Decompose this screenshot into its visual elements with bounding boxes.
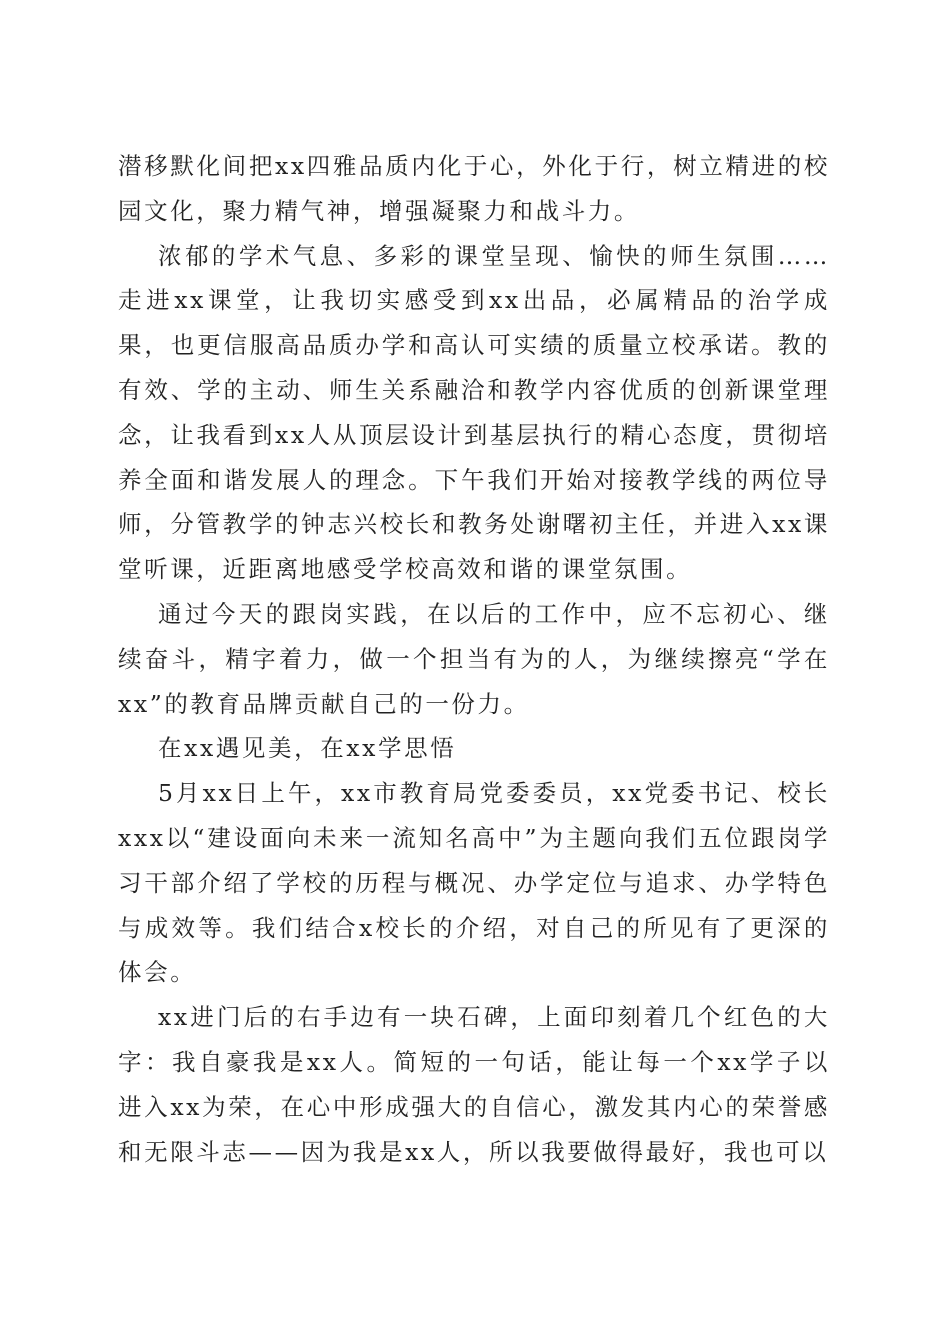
paragraph-2: 浓郁的学术气息、多彩的课堂呈现、愉快的师生氛围……走进xx课堂，让我切实感受到xx出品，必属精品的治学成果，也更信服高品质办学和高认可实绩的质量立校承诺。教的有效、学的主动、师生关系融洽和教学内容优质的创新课堂理念，让我看到xx人从顶层设计到基层执行的精心态度，贯彻培养全面和谐发展人的理念。下午我们开始对接教学线的两位导师，分管教学的钟志兴校长和教务处谢曙初主任，并进入xx课堂听课，近距离地感受学校高效和谐的课堂氛围。 [118, 241, 830, 584]
paragraph-3: 通过今天的跟岗实践，在以后的工作中，应不忘初心、继续奋斗，精字着力，做一个担当有为的人，为继续擦亮“学在xx”的教育品牌贡献自己的一份力。 [118, 599, 830, 718]
section-heading: 在xx遇见美，在xx学思悟 [158, 734, 457, 763]
paragraph-4: 5月xx日上午，xx市教育局党委委员，xx党委书记、校长xxx以“建设面向未来一流知名高中”为主题向我们五位跟岗学习干部介绍了学校的历程与概况、办学定位与追求、办学特色与成效等。我们结合x校长的介绍，对自己的所见有了更深的体会。 [118, 779, 830, 987]
document-body [118, 144, 830, 1174]
paragraph-5: xx进门后的右手边有一块石碑，上面印刻着几个红色的大字：我自豪我是xx人。简短的一句话，能让每一个xx学子以进入xx为荣，在心中形成强大的自信心，激发其内心的荣誉感和无限斗志——因为我是xx人，所以我要做得最好，我也可以 [118, 1003, 830, 1166]
paragraph-1: 潜移默化间把xx四雅品质内化于心，外化于行，树立精进的校园文化，聚力精气神，增强凝聚力和战斗力。 [118, 152, 830, 225]
